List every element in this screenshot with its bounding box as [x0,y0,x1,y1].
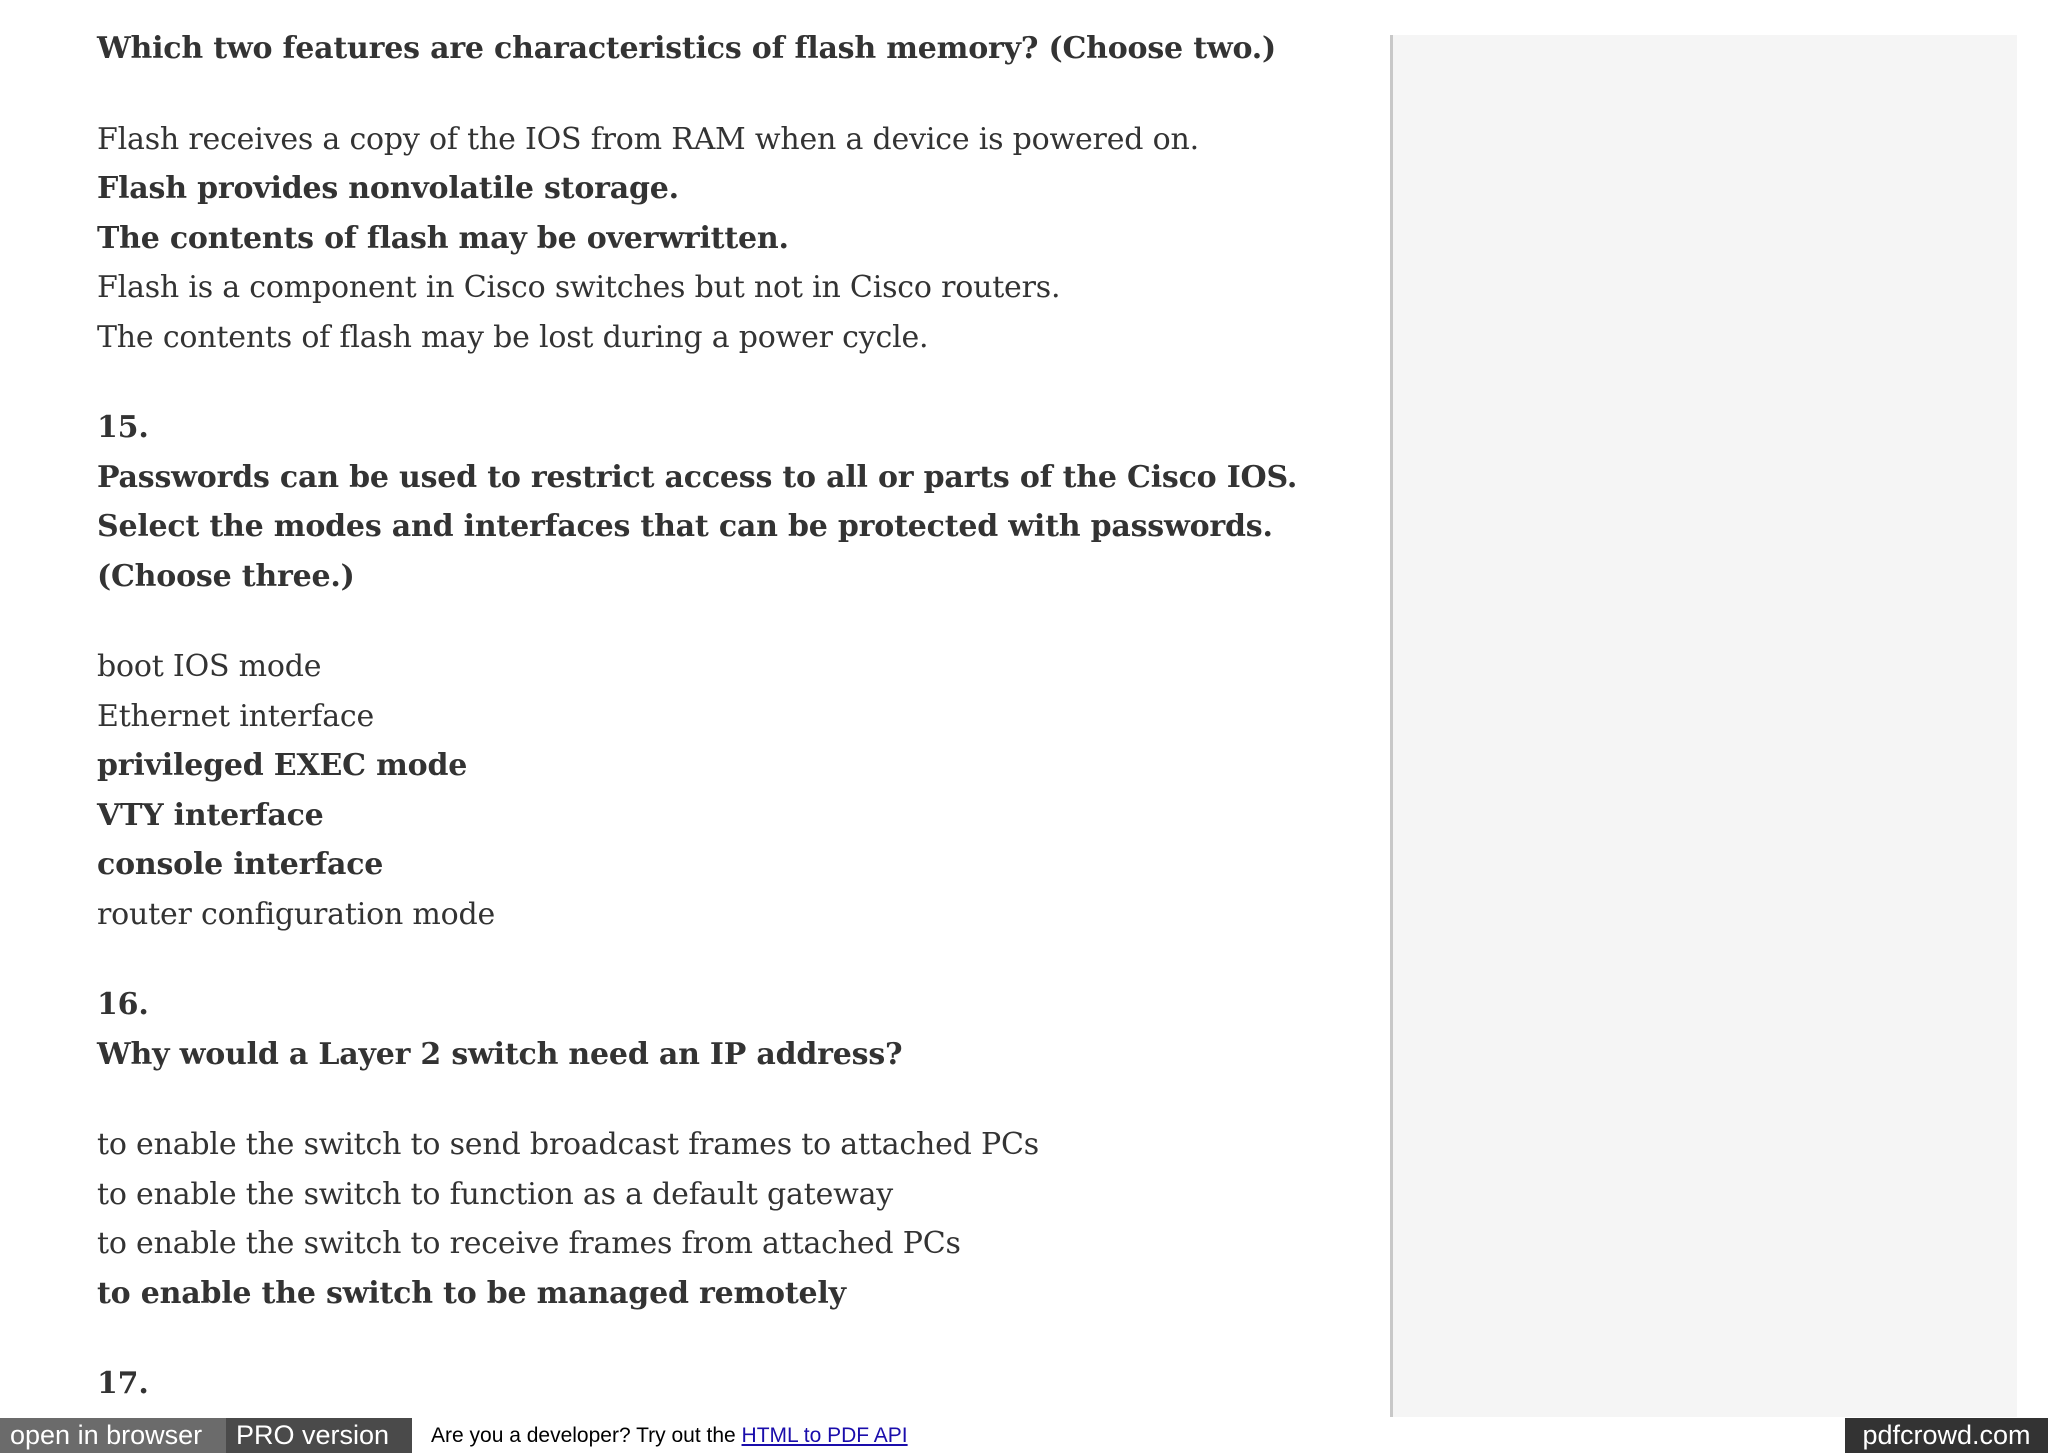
answer-option: boot IOS mode [97,649,322,684]
sidebar-panel [1390,35,2017,1417]
correct-answer-option: console interface [97,847,384,882]
correct-answer-option: privileged EXEC mode [97,748,468,783]
document-content [97,24,1357,1409]
answer-option: Flash receives a copy of the IOS from RAM when a device is powered on. [97,121,1199,157]
question-number: 15. [97,410,149,445]
question-number: 16. [97,987,149,1022]
pro-version-button[interactable]: PRO version [226,1418,412,1453]
question-list [97,24,1357,1409]
correct-answer-option: to enable the switch to be managed remotely [97,1275,846,1311]
correct-answer-option: Flash provides nonvolatile storage. [97,171,679,206]
question-text: Why would a Layer 2 switch need an IP address? [97,1036,903,1072]
spacer [97,1318,1357,1359]
answer-option: router configuration mode [97,896,496,932]
spacer [97,939,1357,980]
question-number: 17. [97,1366,149,1401]
correct-answer-option: The contents of flash may be overwritten. [97,220,789,256]
question-text: Which two features are characteristics of flash memory? (Choose two.) [97,31,1276,66]
spacer [97,601,1357,642]
html-to-pdf-api-link[interactable]: HTML to PDF API [741,1424,908,1447]
developer-promo [431,1418,908,1453]
pdfcrowd-footer [0,1418,2048,1453]
answer-option: Ethernet interface [97,698,375,734]
answer-option: to enable the switch to receive frames from attached PCs [97,1226,961,1261]
answer-option: Flash is a component in Cisco switches but not in Cisco routers. [97,270,1061,305]
open-in-browser-button[interactable]: open in browser [0,1418,226,1453]
spacer [97,1079,1357,1120]
question-text: Passwords can be used to restrict access to all or parts of the Cisco IOS. Select the modes and interfaces that can be protected with passwords. (Choose three.) [97,459,1298,594]
correct-answer-option: VTY interface [97,797,324,833]
spacer [97,362,1357,403]
promo-text: Are you a developer? Try out the [431,1424,742,1447]
spacer [97,74,1357,115]
answer-option: The contents of flash may be lost during a power cycle. [97,319,929,355]
answer-option: to enable the switch to send broadcast frames to attached PCs [97,1127,1039,1162]
answer-option: to enable the switch to function as a default gateway [97,1176,894,1212]
pdfcrowd-brand-link[interactable]: pdfcrowd.com [1845,1418,2048,1453]
